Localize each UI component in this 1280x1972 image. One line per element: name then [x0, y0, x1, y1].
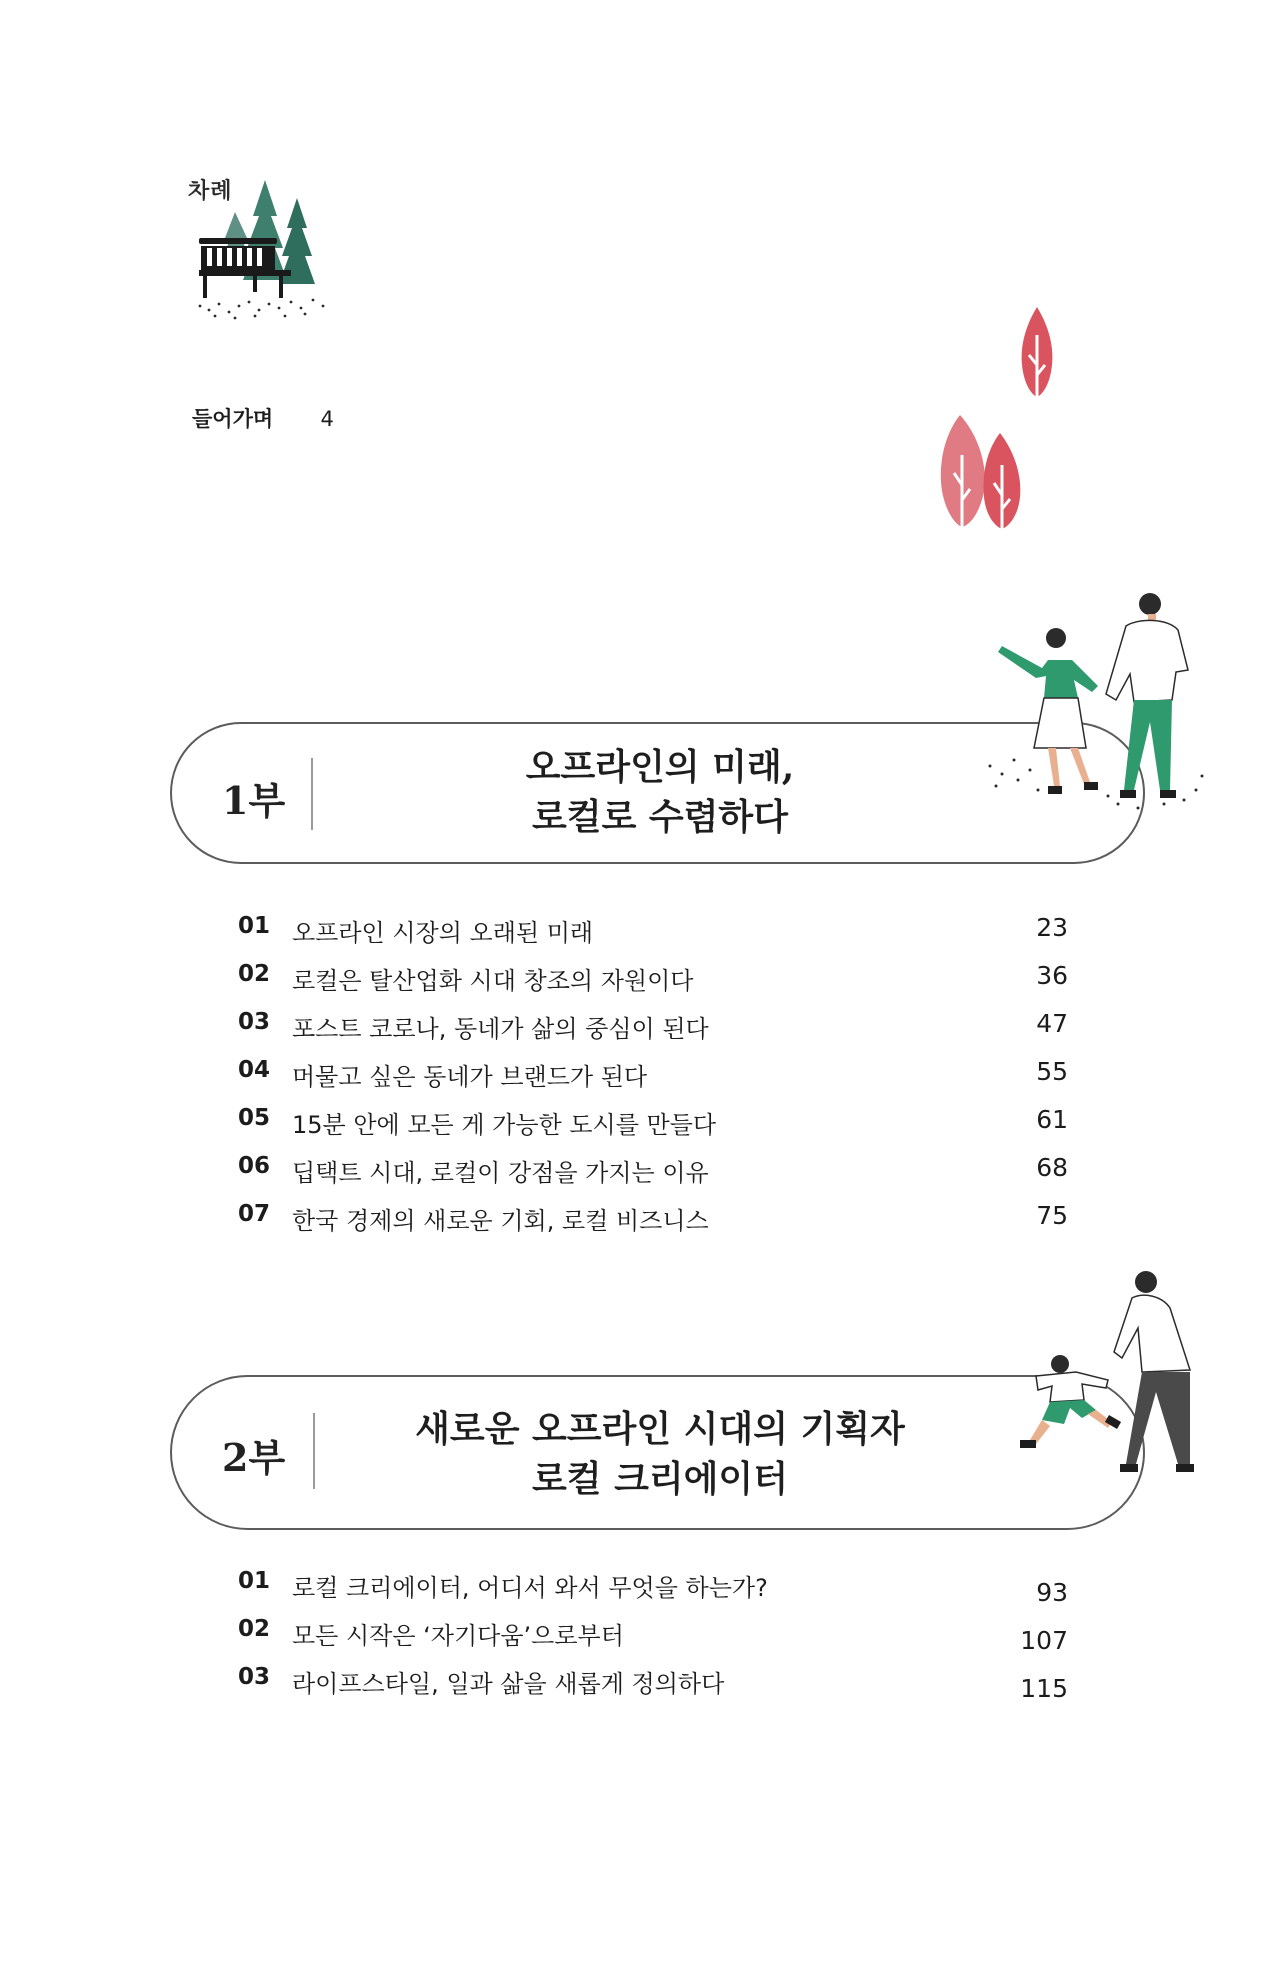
chapter-number: 01 — [238, 913, 271, 939]
chapter-number: 03 — [238, 1664, 271, 1690]
part1-divider — [311, 758, 313, 830]
chapter-page: 55 — [1036, 1057, 1068, 1086]
chapter-page: 36 — [1036, 961, 1068, 990]
part1-label: 1부 — [222, 778, 286, 823]
parent-child-illustration — [1016, 1268, 1236, 1488]
walking-couple-illustration — [988, 590, 1208, 820]
chapter-title: 로컬 크리에이터, 어디서 와서 무엇을 하는가? — [292, 1574, 768, 1602]
chapter-number: 06 — [238, 1153, 271, 1179]
part1-title-line2: 로컬로 수렴하다 — [532, 796, 788, 838]
chapter-number: 04 — [238, 1057, 271, 1083]
intro-entry — [192, 403, 334, 433]
chapter-page: 75 — [1036, 1201, 1068, 1230]
list-item — [238, 1105, 1068, 1145]
chapter-number: 02 — [238, 961, 271, 987]
list-item — [238, 1664, 1068, 1704]
part2-divider — [313, 1413, 315, 1489]
part1-title-line1: 오프라인의 미래, — [525, 746, 795, 788]
chapter-number: 07 — [238, 1201, 271, 1227]
chapter-title: 머물고 싶은 동네가 브랜드가 된다 — [292, 1063, 648, 1091]
list-item — [238, 1009, 1068, 1049]
list-item — [238, 1153, 1068, 1193]
part2-title-line2: 로컬 크리에이터 — [532, 1458, 788, 1500]
list-item — [238, 1616, 1068, 1656]
list-item — [238, 913, 1068, 953]
chapter-title: 포스트 코로나, 동네가 삶의 중심이 된다 — [292, 1015, 709, 1043]
list-item — [238, 1057, 1068, 1097]
chapter-number: 02 — [238, 1616, 271, 1642]
chapter-page: 107 — [1020, 1626, 1068, 1655]
bench-illustration — [195, 176, 335, 326]
chapter-page: 93 — [1036, 1578, 1068, 1607]
part2-label: 2부 — [222, 1435, 286, 1480]
chapter-page: 23 — [1036, 913, 1068, 942]
chapter-title: 한국 경제의 새로운 기회, 로컬 비즈니스 — [292, 1207, 709, 1235]
part2-title-line1: 새로운 오프라인 시대의 기획자 — [415, 1408, 905, 1450]
chapter-title: 모든 시작은 ‘자기다움’으로부터 — [292, 1622, 624, 1650]
intro-label: 들어가며 — [192, 407, 274, 431]
chapter-title: 오프라인 시장의 오래된 미래 — [292, 919, 594, 947]
chapter-number: 01 — [238, 1568, 271, 1594]
chapter-page: 61 — [1036, 1105, 1068, 1134]
list-item — [238, 1201, 1068, 1241]
chapter-page: 68 — [1036, 1153, 1068, 1182]
toc-heading: 차례 — [188, 179, 233, 204]
list-item — [238, 961, 1068, 1001]
chapter-title: 15분 안에 모든 게 가능한 도시를 만들다 — [292, 1111, 717, 1139]
intro-page: 4 — [320, 407, 334, 431]
pink-trees-illustration — [930, 305, 1060, 545]
chapter-number: 03 — [238, 1009, 271, 1035]
chapter-page: 47 — [1036, 1009, 1068, 1038]
chapter-number: 05 — [238, 1105, 271, 1131]
chapter-page: 115 — [1020, 1674, 1068, 1703]
chapter-title: 딥택트 시대, 로컬이 강점을 가지는 이유 — [292, 1159, 709, 1187]
part2-title — [390, 1404, 930, 1504]
part1-title — [420, 742, 900, 842]
chapter-title: 로컬은 탈산업화 시대 창조의 자원이다 — [292, 967, 694, 995]
chapter-title: 라이프스타일, 일과 삶을 새롭게 정의하다 — [292, 1670, 725, 1698]
list-item — [238, 1568, 1068, 1608]
